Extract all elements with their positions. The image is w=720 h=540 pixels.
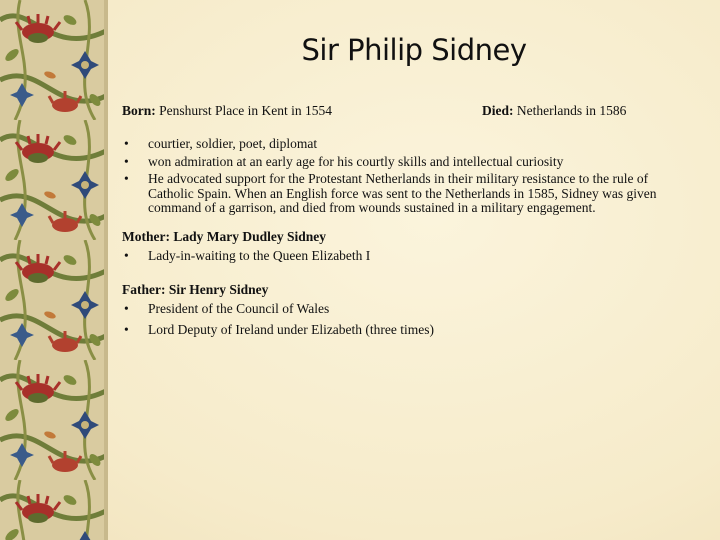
mother-list: [122, 249, 662, 264]
list-item: • He advocated support for the Protestant Netherlands in their military resistance to the rule of Catholic Spain. When an English force was sent to the Netherlands in 1585, Sidney was given command of a garrison, and died from wounds sustained in a military engagement.: [124, 171, 657, 215]
list-item: • Lady-in-waiting to the Queen Elizabeth I: [124, 248, 371, 263]
content-body: [122, 104, 662, 337]
born-label: Born:: [122, 103, 156, 118]
floral-pattern-icon: [0, 0, 108, 540]
died-label: Died:: [482, 103, 514, 118]
decorative-floral-border: [0, 0, 108, 540]
list-item: • President of the Council of Wales: [124, 301, 330, 316]
list-item: • Lord Deputy of Ireland under Elizabeth (three times): [124, 321, 435, 337]
list-item: • courtier, soldier, poet, diplomat: [124, 136, 318, 151]
bio-list: [122, 137, 662, 216]
father-heading: Father: Sir Henry Sidney: [122, 281, 269, 297]
born-value: Penshurst Place in Kent in 1554: [159, 103, 332, 118]
father-list: [122, 302, 662, 337]
list-item: • won admiration at an early age for his courtly skills and intellectual curiosity: [124, 153, 564, 169]
bullet-icon: •: [124, 153, 129, 169]
mother-heading: Mother: Lady Mary Dudley Sidney: [122, 228, 326, 244]
father-section: [122, 283, 662, 338]
birth-death-row: [122, 104, 662, 120]
bullet-icon: •: [124, 171, 129, 186]
mother-section: [122, 230, 662, 264]
bullet-icon: •: [124, 321, 129, 337]
born-info: [122, 104, 332, 119]
bullet-icon: •: [124, 301, 129, 316]
page-title: Sir Philip Sidney: [301, 33, 527, 67]
bullet-icon: •: [124, 248, 129, 263]
bullet-icon: •: [124, 136, 129, 151]
died-value: Netherlands in 1586: [516, 103, 627, 118]
died-info: [482, 104, 626, 119]
